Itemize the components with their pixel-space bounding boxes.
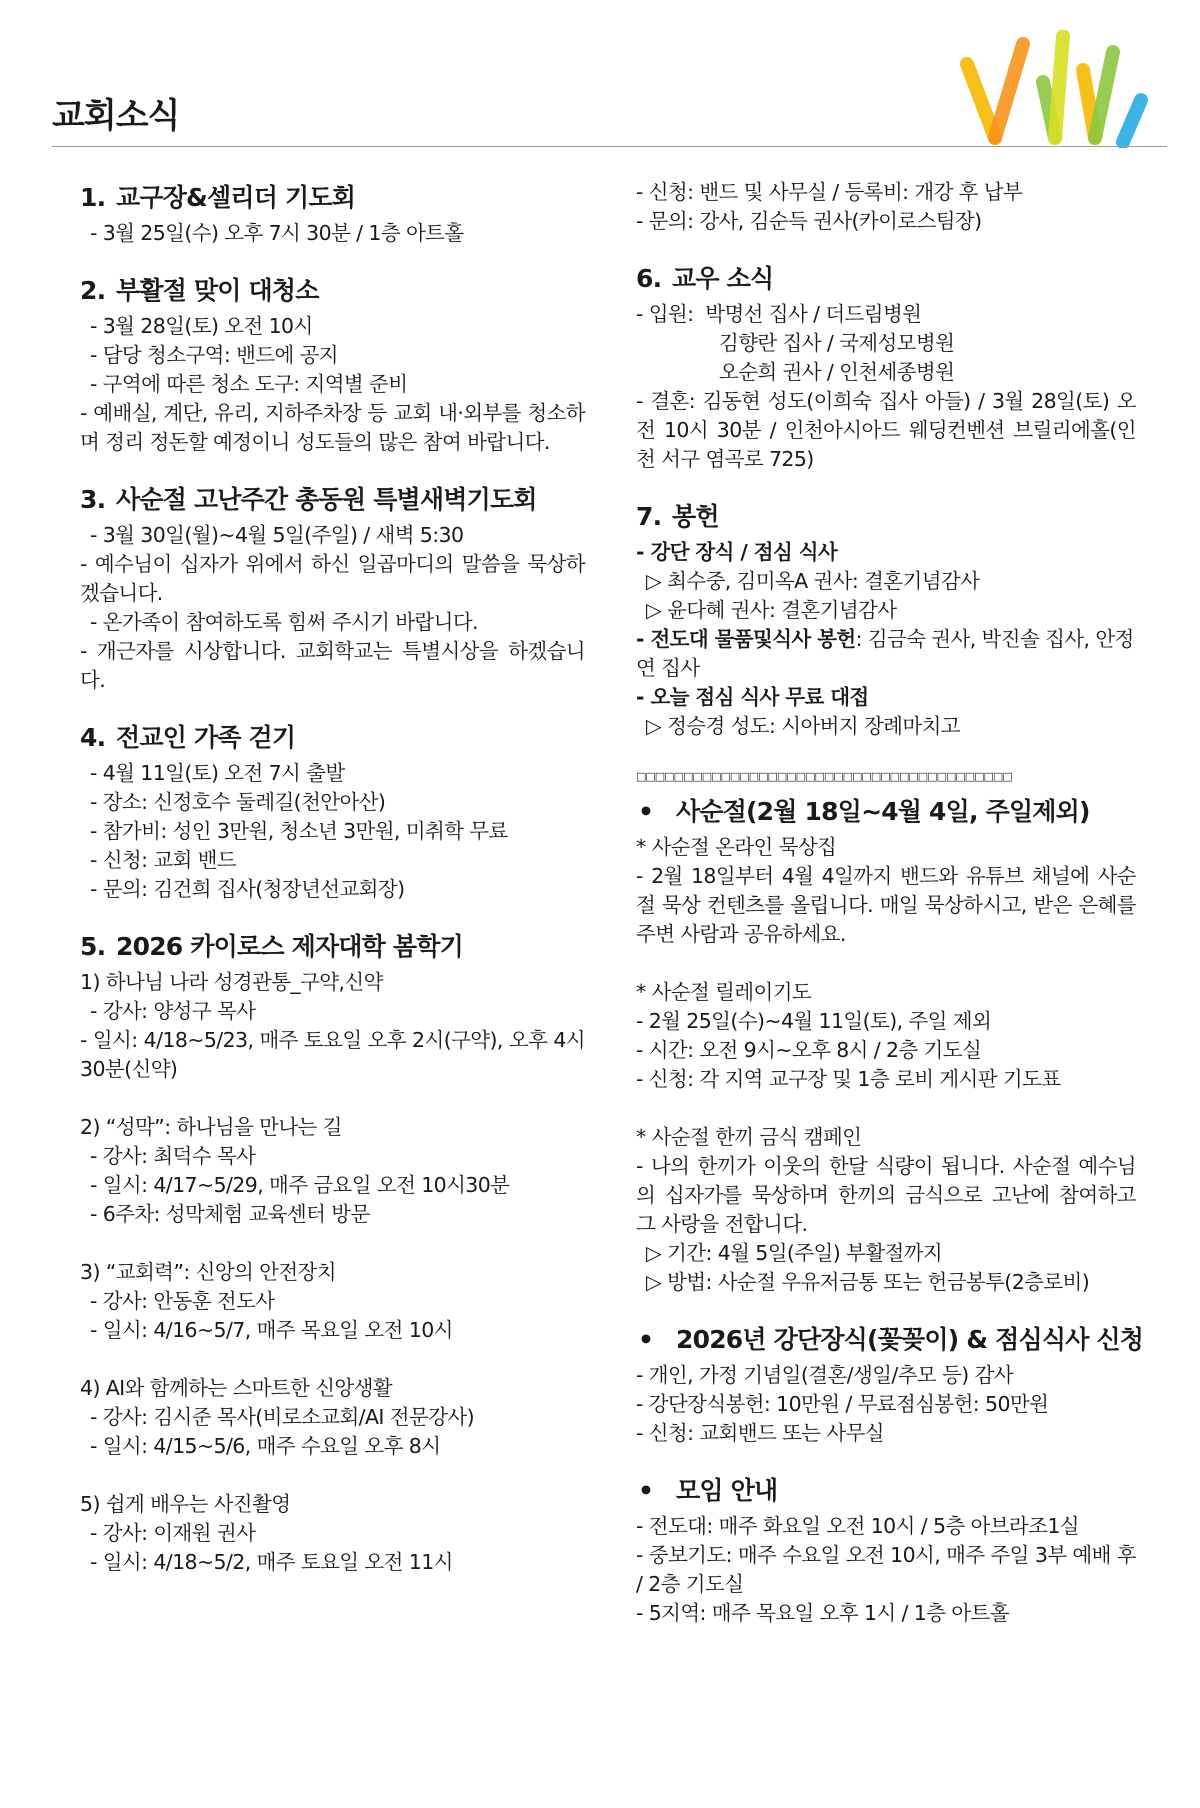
course-title: 5) 쉽게 배우는 사진촬영 <box>80 1492 291 1516</box>
page-title: 교회소식 <box>52 96 180 136</box>
course-title: 3) “교회력”: 신앙의 안전장치 <box>80 1260 336 1284</box>
course-title: 2) “성막”: 하나님을 만나는 길 <box>80 1115 342 1139</box>
info-line: - 담당 청소구역: 밴드에 공지 <box>90 343 339 367</box>
title-divider <box>52 146 1167 147</box>
section-heading <box>636 501 1136 533</box>
info-line: - 문의: 강사, 김순득 권사(카이로스팀장) <box>636 209 982 233</box>
section-heading <box>80 484 585 516</box>
info-line: - 구역에 따른 청소 도구: 지역별 준비 <box>90 372 408 396</box>
lent-subtitle: * 사순절 온라인 묵상집 <box>636 835 837 859</box>
info-paragraph: - 일시: 4/18~5/23, 매주 토요일 오후 2시(구약), 오후 4시 30분(신약) <box>80 1028 585 1081</box>
section-number: 4. <box>80 723 106 752</box>
section-number: 7. <box>636 502 662 531</box>
hospital-entry: 김향란 집사 / 국제성모병원 <box>719 331 955 355</box>
section-lent <box>636 796 1136 1297</box>
section-offering <box>636 501 1136 741</box>
wedding-notice: - 결혼: 김동현 성도(이희숙 집사 아들) / 3월 28일(토) 오전 10시 30분 / 인천아시아드 웨딩컨벤션 브릴리에홀(인천 서구 염곡로 725) <box>636 389 1136 471</box>
section-title: 2026 카이로스 제자대학 봄학기 <box>116 932 463 961</box>
section-member-news <box>636 263 1136 474</box>
info-line: - 강사: 김시준 목사(비로소교회/AI 전문강사) <box>90 1405 474 1429</box>
hospital-line <box>636 300 1136 329</box>
section-title: 봉헌 <box>672 502 719 531</box>
hospital-entry: 박명선 집사 / 더드림병원 <box>705 302 922 326</box>
offering-group-title: - 전도대 물품및식사 봉헌 <box>636 627 856 651</box>
info-paragraph: - 중보기도: 매주 수요일 오전 10시, 매주 주일 3부 예배 후 / 2층 기도실 <box>636 1543 1136 1596</box>
section-heading <box>80 931 585 963</box>
section-heading <box>636 263 1136 295</box>
section-altar-flowers <box>636 1324 1144 1448</box>
section-title: 전교인 가족 걷기 <box>116 723 296 752</box>
info-line: - 강사: 이재원 권사 <box>90 1521 256 1545</box>
section-title: 2026년 강단장식(꽃꽂이) & 점심식사 신청 <box>676 1325 1144 1354</box>
section-title: 교우 소식 <box>672 264 774 293</box>
section-number: 5. <box>80 932 106 961</box>
section-number: 3. <box>80 485 106 514</box>
left-column <box>80 182 585 1604</box>
offering-group-title: - 강단 장식 / 점심 식사 <box>636 540 838 564</box>
section-heading <box>636 1475 1136 1507</box>
info-line: - 강사: 양성구 목사 <box>90 999 256 1023</box>
lent-subtitle: * 사순절 릴레이기도 <box>636 980 812 1004</box>
section-title: 교구장&셀리더 기도회 <box>116 183 356 212</box>
info-line: - 문의: 김건희 집사(청장년선교회장) <box>90 877 405 901</box>
section-heading <box>80 722 585 754</box>
section-heading <box>636 1324 1144 1356</box>
info-line: ▷ 방법: 사순절 우유저금통 또는 헌금봉투(2층로비) <box>646 1270 1090 1294</box>
info-line: - 2월 25일(수)~4월 11일(토), 주일 제외 <box>636 1009 992 1033</box>
section-easter-cleaning <box>80 275 585 457</box>
section-title: 부활절 맞이 대청소 <box>116 276 319 305</box>
right-column <box>636 178 1144 1655</box>
offering-item: ▷ 정승경 성도: 시아버지 장례마치고 <box>646 714 960 738</box>
section-title: 사순절(2월 18일~4월 4일, 주일제외) <box>676 797 1090 826</box>
box-divider: □□□□□□□□□□□□□□□□□□□□□□□□□□□□□□□□□□□□□□□□ <box>636 770 1012 783</box>
info-paragraph: - 예배실, 계단, 유리, 지하주차장 등 교회 내·외부를 청소하며 정리 정돈할 예정이니 성도들의 많은 참여 바랍니다. <box>80 401 585 454</box>
offering-group-line <box>636 625 1136 683</box>
info-line: - 신청: 밴드 및 사무실 / 등록비: 개강 후 납부 <box>636 180 1023 204</box>
info-line: - 장소: 신정호수 둘레길(천안아산) <box>90 790 386 814</box>
section-kairos-continued <box>636 178 1136 236</box>
section-title: 사순절 고난주간 총동원 특별새벽기도회 <box>116 485 537 514</box>
course-title: 1) 하나님 나라 성경관통_구약,신약 <box>80 970 383 994</box>
info-paragraph: - 나의 한끼가 이웃의 한달 식량이 됩니다. 사순절 예수님의 십자가를 묵상하며 한끼의 금식으로 고난에 참여하고 그 사랑을 전합니다. <box>636 1154 1136 1236</box>
section-meetings <box>636 1475 1136 1628</box>
course-title: 4) AI와 함께하는 스마트한 신앙생활 <box>80 1376 393 1400</box>
bullet-icon: • <box>638 1325 654 1354</box>
info-line: - 강단장식봉헌: 10만원 / 무료점심봉헌: 50만원 <box>636 1392 1049 1416</box>
info-line: - 일시: 4/18~5/2, 매주 토요일 오전 11시 <box>90 1550 453 1574</box>
info-line: - 일시: 4/15~5/6, 매주 수요일 오후 8시 <box>90 1434 441 1458</box>
info-line: - 온가족이 참여하도록 힘써 주시기 바랍니다. <box>90 610 478 634</box>
section-number: 6. <box>636 264 662 293</box>
hospital-entry: 오순희 권사 / 인천세종병원 <box>719 360 955 384</box>
info-line: - 강사: 최덕수 목사 <box>90 1144 256 1168</box>
section-kairos-college <box>80 931 585 1577</box>
offering-group-names: : 김금숙 권사, 박진솔 집사, 안정연 집사 <box>636 627 1134 680</box>
section-heading <box>636 796 1136 828</box>
info-line: - 신청: 교회밴드 또는 사무실 <box>636 1421 885 1445</box>
section-number: 1. <box>80 183 106 212</box>
info-line: - 시간: 오전 9시~오후 8시 / 2층 기도실 <box>636 1038 982 1062</box>
info-line: - 4월 11일(토) 오전 7시 출발 <box>90 761 345 785</box>
info-paragraph: - 개근자를 시상합니다. 교회학교는 특별시상을 하겠습니다. <box>80 639 585 692</box>
info-line: - 3월 30일(월)~4월 5일(주일) / 새벽 5:30 <box>90 523 464 547</box>
info-line: ▷ 기간: 4월 5일(주일) 부활절까지 <box>646 1241 943 1265</box>
info-line: - 참가비: 성인 3만원, 청소년 3만원, 미취학 무료 <box>90 819 508 843</box>
lent-subtitle: * 사순절 한끼 금식 캠페인 <box>636 1125 862 1149</box>
info-line: - 전도대: 매주 화요일 오전 10시 / 5층 아브라조1실 <box>636 1514 1079 1538</box>
info-line: - 일시: 4/17~5/29, 매주 금요일 오전 10시30분 <box>90 1173 510 1197</box>
offering-group-title: - 오늘 점심 식사 무료 대접 <box>636 685 869 709</box>
bullet-icon: • <box>638 797 654 826</box>
section-heading <box>80 182 585 214</box>
info-line: - 6주차: 성막체험 교육센터 방문 <box>90 1202 370 1226</box>
hospital-label: - 입원: <box>636 302 694 326</box>
section-number: 2. <box>80 276 106 305</box>
section-family-walk <box>80 722 585 904</box>
bullet-icon: • <box>638 1476 654 1505</box>
section-cell-leader-prayer <box>80 182 585 248</box>
info-paragraph: - 2월 18일부터 4월 4일까지 밴드와 유튜브 채널에 사순절 묵상 컨텐츠를 올립니다. 매일 묵상하시고, 받은 은혜를 주변 사람과 공유하세요. <box>636 864 1136 946</box>
info-line: - 3월 28일(토) 오전 10시 <box>90 314 313 338</box>
info-line: - 신청: 교회 밴드 <box>90 848 237 872</box>
section-heading <box>80 275 585 307</box>
info-paragraph: - 예수님이 십자가 위에서 하신 일곱마디의 말씀을 묵상하겠습니다. <box>80 552 585 605</box>
offering-item: ▷ 윤다혜 권사: 결혼기념감사 <box>646 598 897 622</box>
offering-item: ▷ 최수중, 김미옥A 권사: 결혼기념감사 <box>646 569 980 593</box>
info-line: - 3월 25일(수) 오후 7시 30분 / 1층 아트홀 <box>90 221 464 245</box>
info-line: - 일시: 4/16~5/7, 매주 목요일 오전 10시 <box>90 1318 453 1342</box>
info-line: - 5지역: 매주 목요일 오후 1시 / 1층 아트홀 <box>636 1601 1009 1625</box>
info-line: - 개인, 가정 기념일(결혼/생일/추모 등) 감사 <box>636 1363 1013 1387</box>
info-line: - 강사: 안동훈 전도사 <box>90 1289 275 1313</box>
section-dawn-prayer <box>80 484 585 695</box>
info-line: - 신청: 각 지역 교구장 및 1층 로비 게시판 기도표 <box>636 1067 1061 1091</box>
section-title: 모임 안내 <box>676 1476 778 1505</box>
church-logo <box>955 30 1150 148</box>
